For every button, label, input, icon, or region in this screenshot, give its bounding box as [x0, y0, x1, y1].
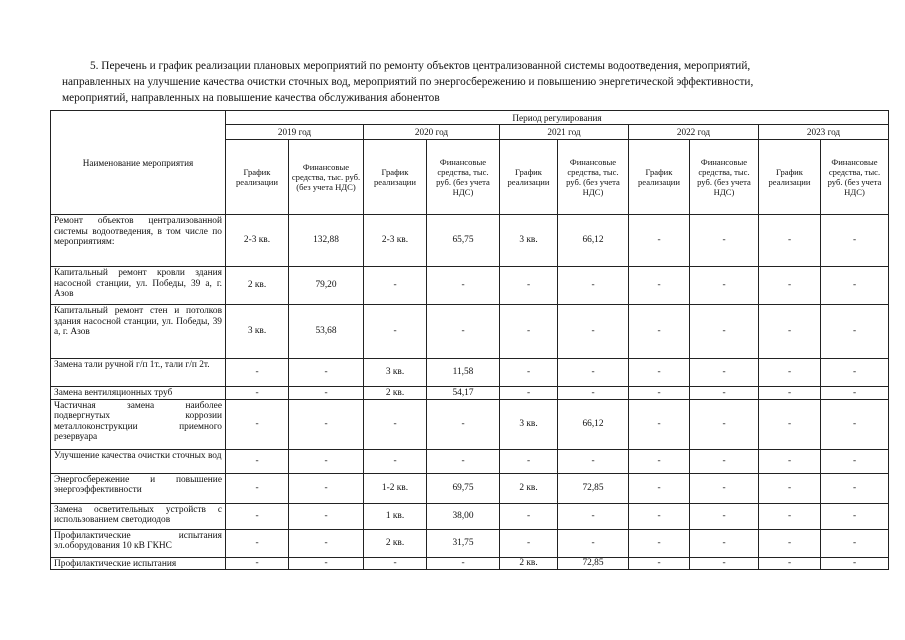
funds-cell: -: [558, 503, 629, 529]
funds-cell: -: [821, 449, 889, 473]
schedule-cell: -: [629, 557, 690, 570]
funds-cell: 11,58: [427, 359, 500, 387]
table-row: [51, 503, 889, 529]
funds-cell: -: [558, 529, 629, 557]
funds-cell: 66,12: [558, 215, 629, 267]
funds-cell: 79,20: [289, 267, 364, 305]
funds-cell: -: [821, 215, 889, 267]
schedule-cell: -: [226, 473, 289, 503]
schedule-subheader: График реализации: [759, 140, 821, 215]
schedule-cell: -: [364, 267, 427, 305]
funds-cell: -: [289, 399, 364, 449]
funds-cell: -: [821, 529, 889, 557]
funds-cell: -: [427, 557, 500, 570]
funds-subheader: Финансовые средства, тыс. руб. (без учета НДС): [558, 140, 629, 215]
measure-name-cell: Ремонт объектов централизованной системы водоотведения, в том числе по мероприятиям:: [51, 215, 226, 267]
schedule-cell: -: [759, 399, 821, 449]
schedule-cell: -: [629, 359, 690, 387]
funds-cell: -: [690, 557, 759, 570]
measure-name-header: Наименование мероприятия: [51, 111, 226, 215]
funds-cell: -: [289, 473, 364, 503]
heading-line: направленных на улучшение качества очистки сточных вод, мероприятий по энергосбережению и повышению энергетической эффективности,: [62, 76, 754, 88]
schedule-cell: -: [226, 449, 289, 473]
schedule-cell: -: [759, 387, 821, 400]
schedule-subheader: График реализации: [629, 140, 690, 215]
funds-cell: -: [427, 267, 500, 305]
schedule-cell: -: [500, 529, 558, 557]
funds-cell: 54,17: [427, 387, 500, 400]
schedule-cell: -: [500, 387, 558, 400]
funds-cell: -: [690, 305, 759, 359]
schedule-cell: -: [226, 399, 289, 449]
schedule-cell: -: [226, 359, 289, 387]
schedule-cell: -: [759, 557, 821, 570]
year-header: 2021 год: [500, 125, 629, 140]
schedule-cell: 2 кв.: [500, 557, 558, 570]
heading-line: 5. Перечень и график реализации плановых мероприятий по ремонту объектов централизованной системы водоотведения, мероприятий,: [90, 60, 751, 72]
year-header: 2020 год: [364, 125, 500, 140]
funds-cell: 31,75: [427, 529, 500, 557]
measure-name-cell: Энергосбережение и повышение энергоэффективности: [51, 473, 226, 503]
schedule-cell: 2-3 кв.: [226, 215, 289, 267]
funds-cell: -: [821, 503, 889, 529]
funds-subheader: Финансовые средства, тыс. руб. (без учета НДС): [690, 140, 759, 215]
document-heading: [62, 58, 880, 106]
funds-cell: -: [690, 215, 759, 267]
funds-cell: -: [821, 305, 889, 359]
funds-cell: 53,68: [289, 305, 364, 359]
funds-cell: -: [690, 399, 759, 449]
schedule-cell: 2 кв.: [226, 267, 289, 305]
funds-cell: -: [289, 387, 364, 400]
schedule-cell: 3 кв.: [500, 399, 558, 449]
funds-cell: -: [690, 503, 759, 529]
schedule-cell: -: [364, 449, 427, 473]
funds-cell: -: [558, 449, 629, 473]
schedule-cell: -: [629, 215, 690, 267]
funds-cell: -: [289, 529, 364, 557]
table-row: [51, 359, 889, 387]
measure-name-cell: Профилактические испытания эл.оборудования 10 кВ ГКНС: [51, 529, 226, 557]
funds-cell: -: [289, 557, 364, 570]
funds-cell: 65,75: [427, 215, 500, 267]
schedule-cell: -: [759, 305, 821, 359]
schedule-cell: -: [226, 503, 289, 529]
funds-cell: 72,85: [558, 473, 629, 503]
funds-cell: -: [821, 473, 889, 503]
schedule-cell: -: [500, 305, 558, 359]
schedule-cell: -: [759, 267, 821, 305]
schedule-subheader: График реализации: [500, 140, 558, 215]
table-row: [51, 449, 889, 473]
schedule-cell: -: [759, 473, 821, 503]
schedule-subheader: График реализации: [226, 140, 289, 215]
year-header: 2023 год: [759, 125, 889, 140]
funds-cell: -: [821, 399, 889, 449]
schedule-cell: -: [629, 305, 690, 359]
funds-subheader: Финансовые средства, тыс. руб. (без учета НДС): [821, 140, 889, 215]
schedule-cell: -: [226, 387, 289, 400]
schedule-cell: -: [226, 529, 289, 557]
table-row: [51, 399, 889, 449]
funds-cell: -: [558, 267, 629, 305]
measures-schedule-table: [50, 110, 889, 570]
funds-cell: -: [427, 305, 500, 359]
funds-cell: -: [821, 387, 889, 400]
funds-cell: -: [821, 557, 889, 570]
measure-name-cell: Улучшение качества очистки сточных вод: [51, 449, 226, 473]
schedule-cell: -: [759, 449, 821, 473]
schedule-cell: -: [364, 557, 427, 570]
table-row: [51, 529, 889, 557]
funds-cell: 38,00: [427, 503, 500, 529]
schedule-cell: 2 кв.: [364, 387, 427, 400]
funds-cell: -: [289, 359, 364, 387]
funds-cell: -: [821, 267, 889, 305]
schedule-cell: -: [629, 387, 690, 400]
funds-cell: -: [427, 399, 500, 449]
schedule-cell: 3 кв.: [500, 215, 558, 267]
funds-cell: -: [690, 267, 759, 305]
funds-cell: -: [558, 305, 629, 359]
schedule-cell: -: [759, 359, 821, 387]
schedule-cell: -: [364, 305, 427, 359]
schedule-cell: -: [226, 557, 289, 570]
funds-cell: -: [690, 529, 759, 557]
measure-name-cell: Замена тали ручной г/п 1т., тали г/п 2т.: [51, 359, 226, 387]
schedule-cell: -: [364, 399, 427, 449]
schedule-cell: -: [759, 529, 821, 557]
funds-cell: -: [289, 503, 364, 529]
schedule-cell: -: [629, 449, 690, 473]
funds-cell: -: [690, 449, 759, 473]
schedule-cell: 3 кв.: [226, 305, 289, 359]
schedule-cell: -: [500, 267, 558, 305]
schedule-cell: -: [500, 449, 558, 473]
schedule-cell: 2-3 кв.: [364, 215, 427, 267]
table-row: [51, 305, 889, 359]
measure-name-cell: Замена осветительных устройств с использованием светодиодов: [51, 503, 226, 529]
funds-cell: -: [427, 449, 500, 473]
funds-cell: -: [289, 449, 364, 473]
schedule-cell: -: [629, 399, 690, 449]
schedule-cell: -: [629, 267, 690, 305]
schedule-cell: 1 кв.: [364, 503, 427, 529]
funds-cell: -: [690, 473, 759, 503]
funds-cell: -: [558, 387, 629, 400]
schedule-cell: 1-2 кв.: [364, 473, 427, 503]
funds-subheader: Финансовые средства, тыс. руб. (без учета НДС): [289, 140, 364, 215]
schedule-cell: -: [500, 503, 558, 529]
funds-cell: 69,75: [427, 473, 500, 503]
table-row: [51, 557, 889, 570]
year-header: 2022 год: [629, 125, 759, 140]
table-row: [51, 215, 889, 267]
schedule-cell: 3 кв.: [364, 359, 427, 387]
funds-cell: 66,12: [558, 399, 629, 449]
funds-subheader: Финансовые средства, тыс. руб. (без учета НДС): [427, 140, 500, 215]
schedule-cell: -: [629, 503, 690, 529]
table-row: [51, 267, 889, 305]
measure-name-cell: Частичная замена наиболее подвергнутых коррозии металлоконструкции приемного резервуара: [51, 399, 226, 449]
schedule-cell: -: [629, 473, 690, 503]
funds-cell: -: [690, 359, 759, 387]
measure-name-cell: Капитальный ремонт кровли здания насосной станции, ул. Победы, 39 а, г. Азов: [51, 267, 226, 305]
table-row: [51, 473, 889, 503]
schedule-cell: -: [759, 215, 821, 267]
funds-cell: 72,85: [558, 557, 629, 570]
funds-cell: -: [821, 359, 889, 387]
table-body: [51, 215, 889, 570]
measure-name-cell: Замена вентиляционных труб: [51, 387, 226, 400]
funds-cell: -: [558, 359, 629, 387]
schedule-subheader: График реализации: [364, 140, 427, 215]
funds-cell: -: [690, 387, 759, 400]
measure-name-cell: Капитальный ремонт стен и потолков здания насосной станции, ул. Победы, 39 а, г. Азов: [51, 305, 226, 359]
table-row: [51, 387, 889, 400]
measure-name-cell: Профилактические испытания: [51, 557, 226, 570]
year-header: 2019 год: [226, 125, 364, 140]
funds-cell: 132,88: [289, 215, 364, 267]
heading-line: мероприятий, направленных на повышение качества обслуживания абонентов: [62, 92, 440, 104]
schedule-cell: 2 кв.: [500, 473, 558, 503]
schedule-cell: 2 кв.: [364, 529, 427, 557]
period-header: Период регулирования: [226, 111, 889, 125]
schedule-cell: -: [759, 503, 821, 529]
schedule-cell: -: [629, 529, 690, 557]
schedule-cell: -: [500, 359, 558, 387]
